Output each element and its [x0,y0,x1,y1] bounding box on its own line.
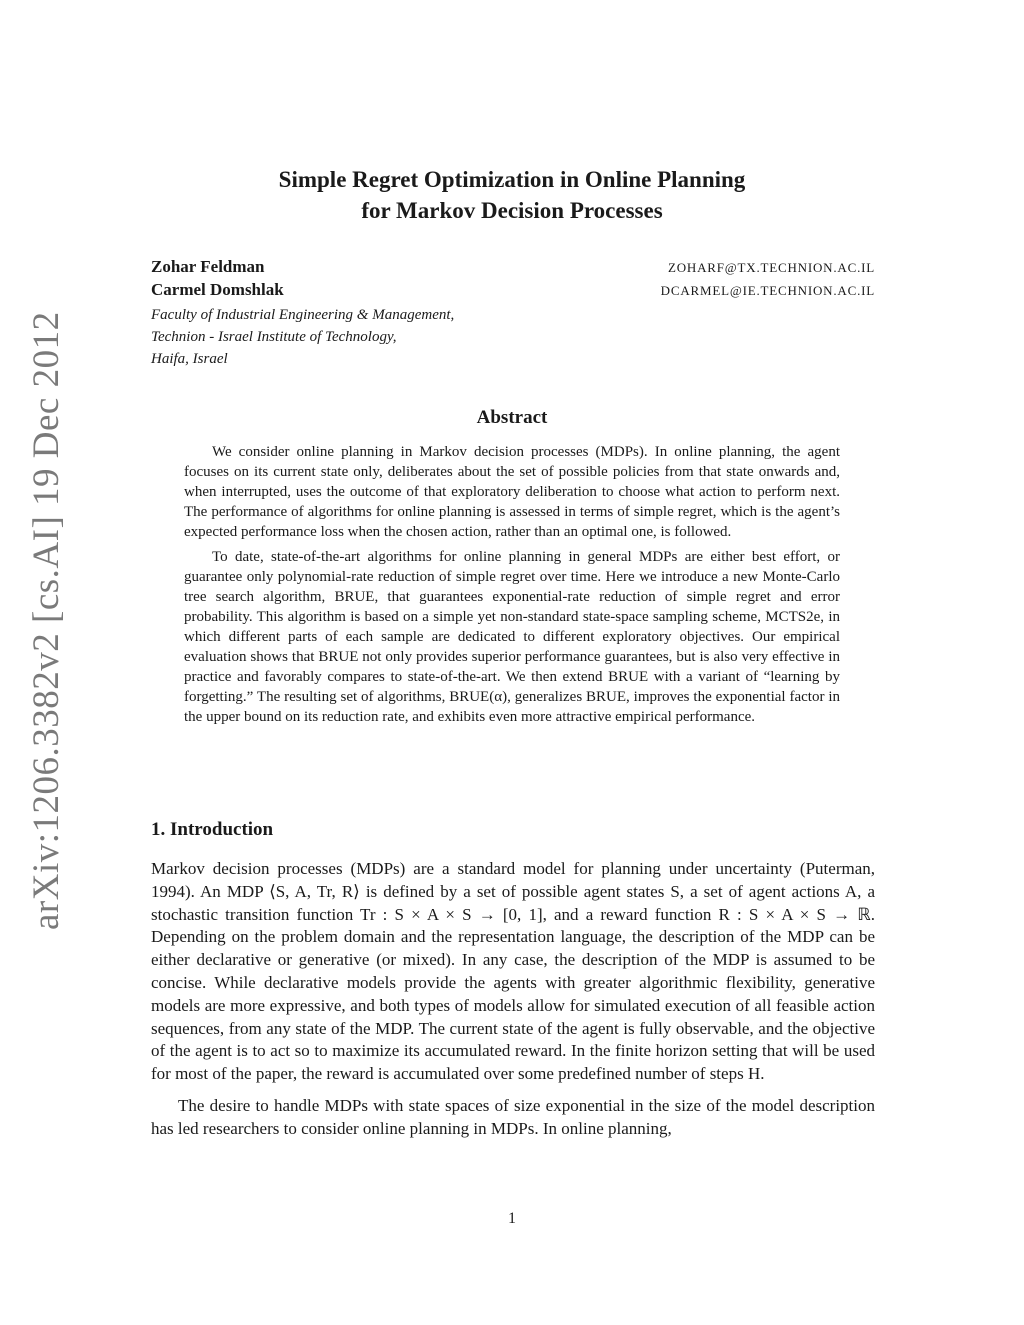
author-name: Zohar Feldman [151,257,265,276]
author-email[interactable]: DCARMEL@IE.TECHNION.AC.IL [660,283,875,298]
paper-title [0,164,1024,226]
author-row [151,280,875,302]
title-line-2: for Markov Decision Processes [361,198,663,223]
section-heading: 1. Introduction [151,819,274,840]
body-paragraph: Markov decision processes (MDPs) are a standard model for planning under uncertainty (Puterman, 1994). An MDP ⟨S, A, Tr, R⟩ is defined by a set of possible agent states S, a set of agent actions A, a stochastic transition function Tr : S × A × S → [0, 1], and a reward function R : S × A × S → ℝ. Depending on the problem domain and the representation language, the description of the MDP can be either declarative or generative (or mixed). In any case, the description of the MDP is assumed to be concise. While declarative models provide the agents with greater algorithmic flexibility, generative models are more expressive, and both types of models allow for simulated execution of all feasible action sequences, from any state of the MDP. The current state of the agent is fully observable, and the objective of the agent is to act so to maximize its accumulated reward. In the finite horizon setting that will be used for most of the paper, the reward is accumulated over some predefined number of steps H. [151,859,875,1084]
abstract-paragraph: We consider online planning in Markov decision processes (MDPs). In online planning, the agent focuses on its current state only, deliberates about the set of possible policies from that state onwards and, when interrupted, uses the outcome of that exploratory deliberation to choose what action to perform next. The performance of algorithms for online planning is assessed in terms of simple regret, which is the agent’s expected performance loss when the chosen action, rather than an optimal one, is followed. [184,444,840,540]
abstract-heading: Abstract [476,407,548,428]
author-name: Carmel Domshlak [151,280,284,299]
title-line-1: Simple Regret Optimization in Online Planning [278,167,746,192]
section-body [151,858,875,1141]
affiliation-line: Technion - Israel Institute of Technology, [151,329,397,345]
author-row [151,257,875,279]
abstract-body [184,442,840,727]
abstract-paragraph: To date, state-of-the-art algorithms for online planning in general MDPs are either best effort, or guarantee only polynomial-rate reduction of simple regret over time. Here we introduce a new Monte-Carlo tree search algorithm, BRUE, that guarantees exponential-rate reduction of simple regret and error probability. This algorithm is based on a simple yet non-standard state-space sampling scheme, MCTS2e, in which different parts of each sample are dedicated to different exploratory objectives. Our empirical evaluation shows that BRUE not only provides superior performance guarantees, but is also very effective in practice and favorably compares to state-of-the-art. We then extend BRUE with a variant of “learning by forgetting.” The resulting set of algorithms, BRUE(α), generalizes BRUE, improves the exponential factor in the upper bound on its reduction rate, and exhibits even more attractive empirical performance. [184,549,840,725]
arxiv-identifier-stamp: arXiv:1206.3382v2 [cs.AI] 19 Dec 2012 [26,311,67,930]
affiliation-line: Haifa, Israel [151,351,228,367]
page-number: 1 [508,1210,516,1227]
body-paragraph: The desire to handle MDPs with state spaces of size exponential in the size of the model description has led researchers to consider online planning in MDPs. In online planning, [151,1095,875,1138]
author-email[interactable]: ZOHARF@TX.TECHNION.AC.IL [667,260,875,275]
affiliation-line: Faculty of Industrial Engineering & Management, [151,307,455,323]
